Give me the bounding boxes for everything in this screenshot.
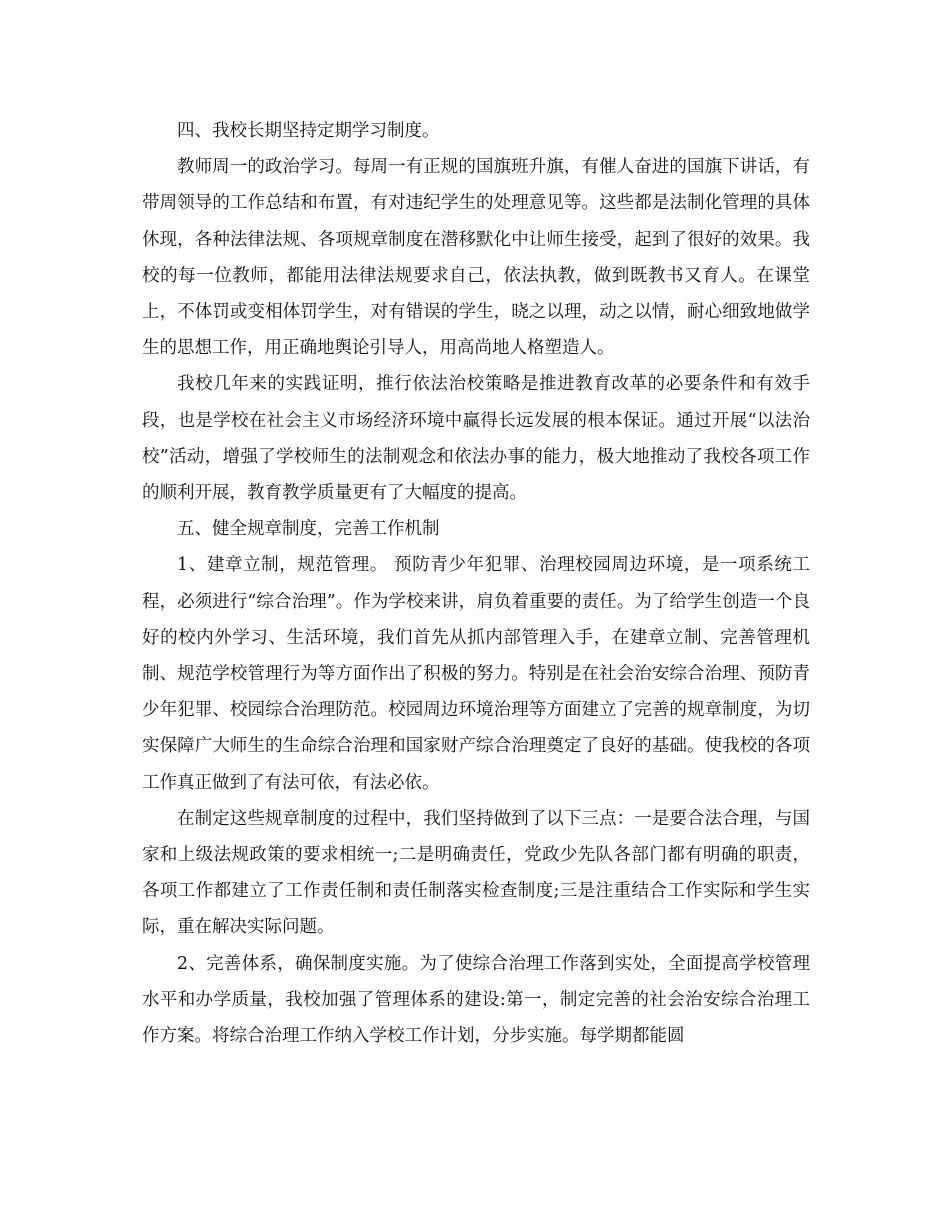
document-body (142, 113, 810, 1054)
paragraph-political-study: 教师周一的政治学习。每周一有正规的国旗班升旗，有催人奋进的国旗下讲话，有带周领导的工作总结和布置，有对违纪学生的处理意见等。这些都是法制化管理的具体休现，各种法律法规、各项规章制度在潜移默化中让师生接受，起到了很好的效果。我校的每一位教师，都能用法律法规要求自己，依法执教，做到既教书又育人。在课堂上，不体罚或变相体罚学生，对有错误的学生，晓之以理，动之以情，耐心细致地做学生的思想工作，用正确地舆论引导人，用高尚地人格塑造人。 (142, 157, 810, 359)
paragraph-practice-proof: 我校几年来的实践证明，推行依法治校策略是推进教育改革的必要条件和有效手段，也是学校在社会主义市场经济环境中赢得长远发展的根本保证。通过开展“以法治校”活动，增强了学校师生的法制观念和依法办事的能力，极大地推动了我校各项工作的顺利开展，教育教学质量更有了大幅度的提高。 (142, 374, 810, 504)
paragraph-system-implementation: 2、完善体系，确保制度实施。为了使综合治理工作落到实处，全面提高学校管理水平和办学质量，我校加强了管理体系的建设:第一，制定完善的社会治安综合治理工作方案。将综合治理工作纳入学校工作计划，分步实施。每学期都能圆 (142, 953, 810, 1047)
paragraph-three-points: 在制定这些规章制度的过程中，我们坚持做到了以下三点：一是要合法合理，与国家和上级法规政策的要求相统一;二是明确责任，党政少先队各部门都有明确的职责，各项工作都建立了工作责任制和责任制落实检查制度;三是注重结合工作实际和学生实际，重在解决实际问题。 (142, 808, 810, 938)
section-heading-4: 四、我校长期坚持定期学习制度。 (177, 121, 440, 141)
paragraph-rules-management: 1、建章立制，规范管理。 预防青少年犯罪、治理校园周边环境，是一项系统工程，必须进行“综合治理”。作为学校来讲，肩负着重要的责任。为了给学生创造一个良好的校内外学习、生活环境，我们首先从抓内部管理入手，在建章立制、完善管理机制、规范学校管理行为等方面作出了积极的努力。特别是在社会治安综合治理、预防青少年犯罪、校园综合治理防范。校园周边环境治理等方面建立了完善的规章制度，为切实保障广大师生的生命综合治理和国家财产综合治理奠定了良好的基础。使我校的各项工作真正做到了有法可依，有法必依。 (142, 555, 810, 793)
section-heading-5: 五、健全规章制度，完善工作机制 (177, 519, 440, 540)
